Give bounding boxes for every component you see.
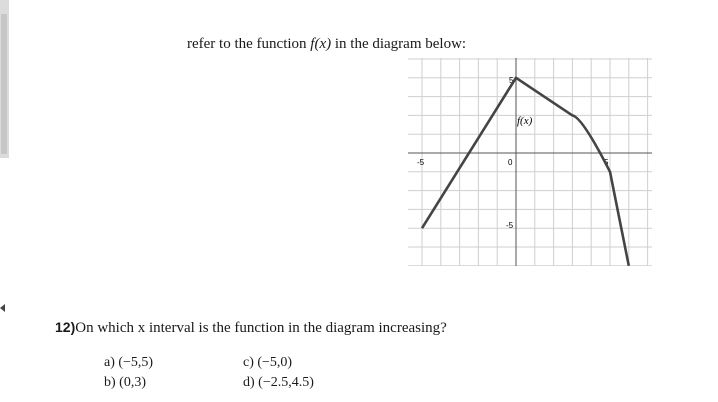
y-tick-pos5: 5 [509,76,514,85]
choice-d: d) (−2.5,4.5) [243,375,314,390]
intro-after: in the diagram below: [331,36,467,52]
x-tick-neg5: -5 [417,158,425,167]
scrollbar[interactable] [0,0,9,158]
function-graph [408,58,652,266]
scrollbar-thumb[interactable] [1,14,7,154]
choice-c: c) (−5,0) [243,355,293,370]
question-12 [55,319,447,337]
x-tick-zero: 0 [508,158,513,167]
curve-label: f(x) [517,115,533,127]
x-tick-pos5: 5 [604,158,609,167]
caret-marker-icon [0,304,5,312]
question-text: On which x interval is the function in the diagram increasing? [75,320,447,336]
intro-text [187,36,466,53]
choice-b: b) (0,3) [104,375,146,390]
choice-a: a) (−5,5) [104,355,154,370]
intro-before: refer to the function [187,36,311,52]
question-number: 12) [55,319,76,335]
intro-function: f(x) [310,36,332,52]
y-tick-neg5: -5 [506,221,514,230]
grid [408,58,652,266]
